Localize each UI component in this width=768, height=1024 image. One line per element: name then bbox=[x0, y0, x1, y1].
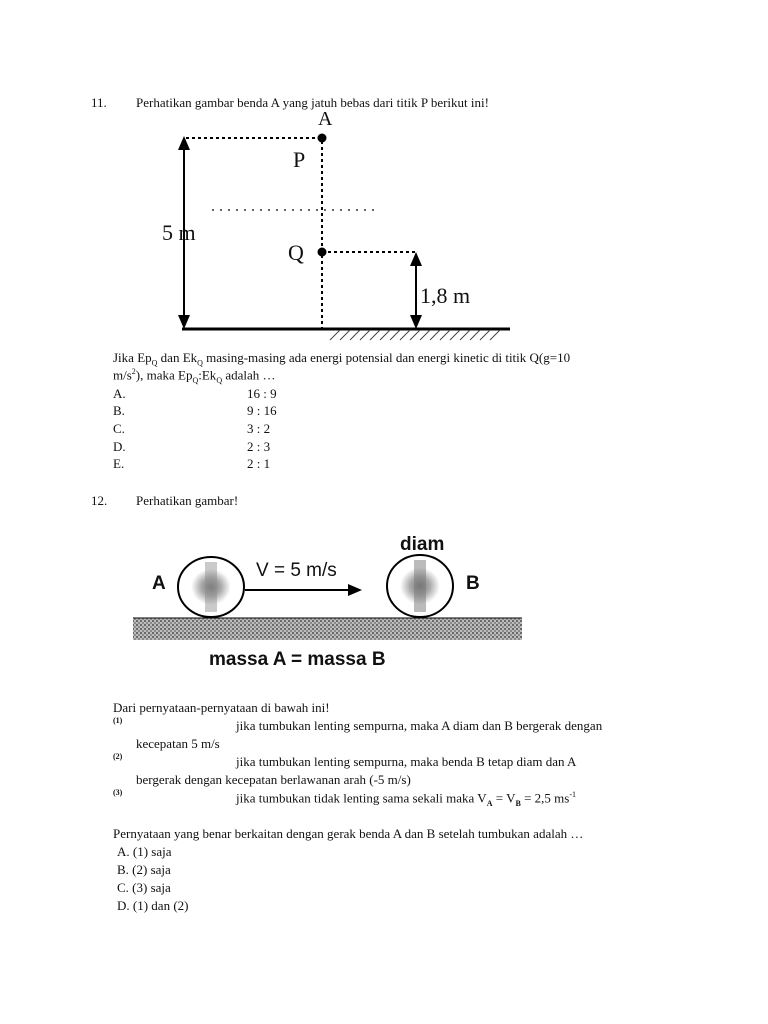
option: D. (1) dan (2) bbox=[117, 898, 189, 913]
statement-text-cont: kecepatan 5 m/s bbox=[136, 736, 220, 751]
option-value: 16 : 9 bbox=[247, 386, 277, 401]
label-a: A bbox=[318, 108, 333, 130]
ball-a-label: A bbox=[152, 573, 166, 594]
option-letter: E. bbox=[113, 456, 125, 471]
label-height-5m: 5 m bbox=[162, 220, 196, 245]
question-11-text-line1: Jika $Ep_Q$ dan $Ek_Q$ masing-masing ada energi potensial dan energi kinetic di titik Q(g=10 bbox=[113, 350, 571, 368]
statement-index: (2) bbox=[113, 752, 123, 761]
statement-index: (1) bbox=[113, 716, 123, 725]
question-12-number: 12. bbox=[91, 493, 108, 508]
question-12-prompt: Perhatikan gambar! bbox=[136, 493, 239, 508]
statement-index: (3) bbox=[113, 788, 123, 797]
option-letter: A. bbox=[113, 386, 126, 401]
velocity-label: V = 5 m/s bbox=[256, 560, 337, 581]
question-11-prompt: Perhatikan gambar benda A yang jatuh bebas dari titik P berikut ini! bbox=[136, 95, 489, 110]
option-value: 3 : 2 bbox=[247, 421, 271, 436]
question-12-intro: Dari pernyataan-pernyataan di bawah ini! bbox=[113, 700, 330, 715]
option-value: 2 : 1 bbox=[247, 456, 271, 471]
rest-label: diam bbox=[400, 534, 445, 555]
statement-text: jika tumbukan lenting sempurna, maka benda B tetap diam dan A bbox=[236, 754, 577, 769]
statement-text-cont: bergerak dengan kecepatan berlawanan arah (-5 m/s) bbox=[136, 772, 411, 787]
option: B. (2) saja bbox=[117, 862, 171, 877]
option-value: 2 : 3 bbox=[247, 439, 271, 454]
statement-text: jika tumbukan lenting sempurna, maka A diam dan B bergerak dengan bbox=[236, 718, 603, 733]
collision-floor bbox=[133, 618, 522, 640]
ball-b-label: B bbox=[466, 573, 480, 594]
option-value: 9 : 16 bbox=[247, 403, 277, 418]
option: A. (1) saja bbox=[117, 844, 172, 859]
statement-text: jika tumbukan tidak lenting sama sekali maka $V_A = V_B = 2,5$ $ms^{-1}$ bbox=[236, 790, 576, 808]
label-q: Q bbox=[288, 240, 304, 265]
label-p: P bbox=[293, 147, 306, 172]
option-letter: B. bbox=[113, 403, 125, 418]
label-height-1-8m: 1,8 m bbox=[420, 283, 471, 308]
option: C. (3) saja bbox=[117, 880, 171, 895]
question-11-number: 11. bbox=[91, 95, 107, 110]
velocity-arrow-head bbox=[348, 584, 362, 596]
option-letter: C. bbox=[113, 421, 125, 436]
question-12-question: Pernyataan yang benar berkaitan dengan gerak benda A dan B setelah tumbukan adalah … bbox=[113, 826, 584, 841]
option-letter: D. bbox=[113, 439, 126, 454]
mass-caption: massa A = massa B bbox=[209, 649, 386, 670]
question-11-text-line2: $m/s^2$), maka $Ep_Q:Ek_Q$ adalah … bbox=[113, 367, 276, 385]
